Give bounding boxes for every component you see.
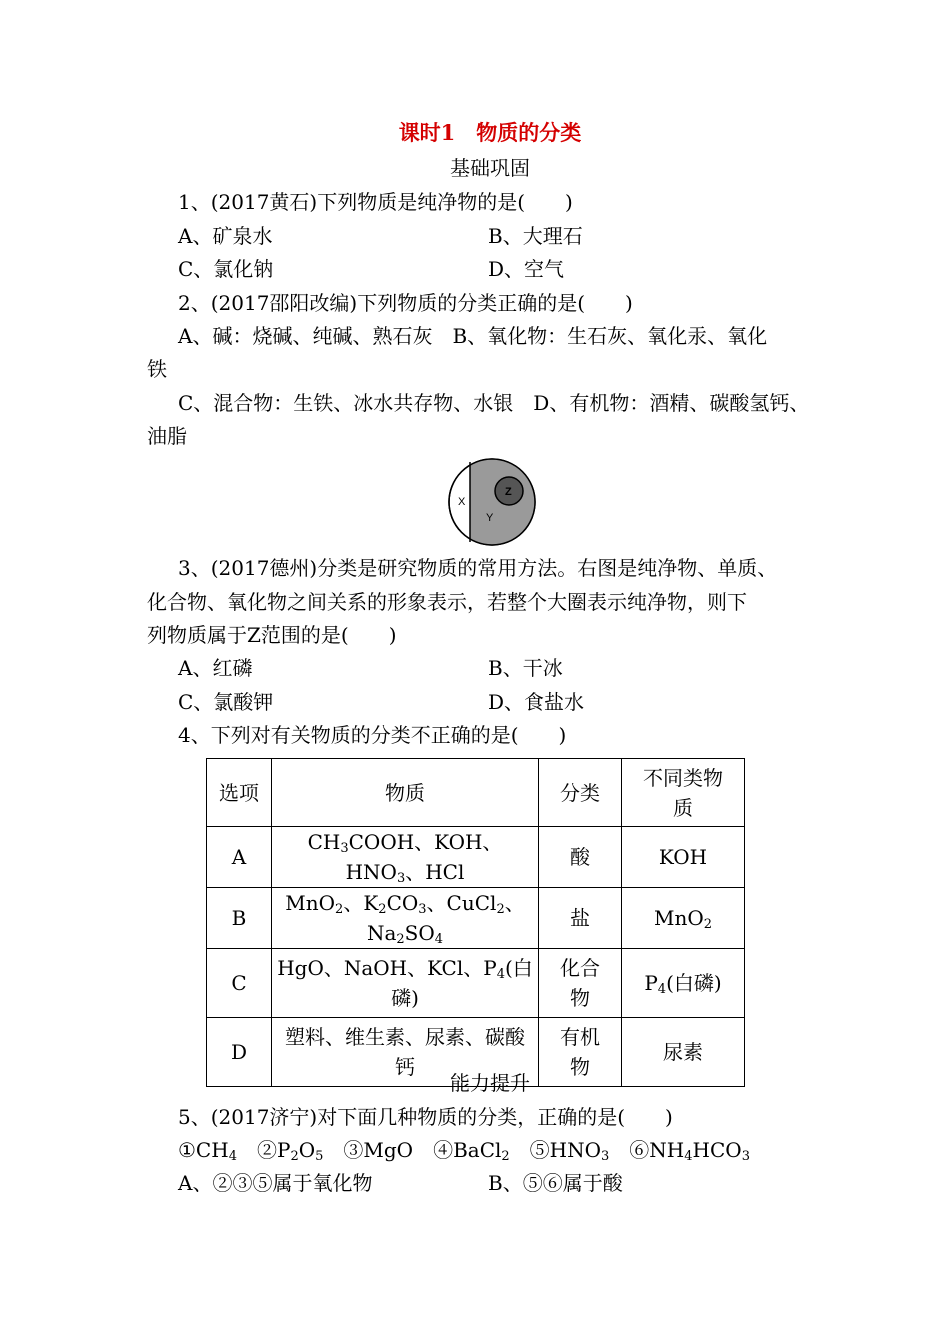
label-y: Y xyxy=(486,512,494,524)
table-row xyxy=(207,827,745,888)
q4-stem: 4、下列对有关物质的分类不正确的是( ) xyxy=(178,723,567,747)
row-a-option: A xyxy=(207,827,272,888)
row-a-category: 酸 xyxy=(539,827,622,888)
header-category: 分类 xyxy=(539,759,622,827)
section-heading-basic: 基础巩固 xyxy=(450,156,530,180)
q5-option-b: B、⑤⑥属于酸 xyxy=(488,1171,623,1195)
q3-option-d: D、食盐水 xyxy=(488,690,585,714)
q3-option-a: A、红磷 xyxy=(178,656,253,680)
label-z: Z xyxy=(505,486,512,498)
row-a-substance: $CH_3COOH$、KOH、$HNO_3$、HCl xyxy=(272,827,539,888)
q5-stem: 5、(2017济宁)对下面几种物质的分类，正确的是( ) xyxy=(178,1105,673,1129)
table-row xyxy=(207,949,745,1018)
row-c-category: 化合 物 xyxy=(539,949,622,1018)
row-d-category: 有机 物 xyxy=(539,1018,622,1087)
row-d-substance: 塑料、维生素、尿素、碳酸 钙 xyxy=(272,1018,539,1087)
q2-options-ab-cont: 铁 xyxy=(147,357,167,381)
q3-option-c: C、氯酸钾 xyxy=(178,690,274,714)
q5-option-a: A、②③⑤属于氧化物 xyxy=(178,1171,373,1195)
row-a-different: KOH xyxy=(622,827,745,888)
header-different: 不同类物 质 xyxy=(622,759,745,827)
q3-option-b: B、干冰 xyxy=(488,656,563,680)
q2-options-ab: A、碱：烧碱、纯碱、熟石灰 B、氧化物：生石灰、氧化汞、氧化 xyxy=(178,324,768,348)
q1-stem: 1、(2017黄石)下列物质是纯净物的是( ) xyxy=(178,190,573,214)
q4-table xyxy=(206,758,745,1087)
q3-stem-line3: 列物质属于Z范围的是( ) xyxy=(147,623,397,647)
section-heading-advanced: 能力提升 xyxy=(450,1071,530,1095)
row-b-option: B xyxy=(207,888,272,949)
row-d-option: D xyxy=(207,1018,272,1087)
table-row xyxy=(207,888,745,949)
q5-substance-list: $①CH_4$ $②P_2O_5$ ③MgO ④BaCl$_2$ $⑤HNO_3$ $⑥NH_4HCO_3$ xyxy=(178,1138,750,1164)
table-header-row xyxy=(207,759,745,827)
row-c-different: $P_4$(白磷) xyxy=(622,949,745,1018)
header-substance: 物质 xyxy=(272,759,539,827)
q1-option-a: A、矿泉水 xyxy=(178,224,273,248)
row-d-different: 尿素 xyxy=(622,1018,745,1087)
q1-option-b: B、大理石 xyxy=(488,224,583,248)
header-option: 选项 xyxy=(207,759,272,827)
row-c-option: C xyxy=(207,949,272,1018)
lesson-title: 课时1 物质的分类 xyxy=(398,120,582,145)
row-b-substance: MnO$_2$、$K_2CO_3$、CuCl$_2$、$Na_2SO_4$ xyxy=(272,888,539,949)
label-x: X xyxy=(458,496,466,508)
q3-stem-line1: 3、(2017德州)分类是研究物质的常用方法。右图是纯净物、单质、 xyxy=(178,556,778,580)
q2-options-cd-cont: 油脂 xyxy=(147,424,187,448)
classification-diagram xyxy=(446,456,538,548)
row-c-substance: HgO、NaOH、KCl、$P_4$(白磷) xyxy=(272,949,539,1018)
q1-option-d: D、空气 xyxy=(488,257,565,281)
q2-options-cd: C、混合物：生铁、冰水共存物、水银 D、有机物：酒精、碳酸氢钙、 xyxy=(178,391,810,415)
row-b-different: MnO$_2$ xyxy=(622,888,745,949)
row-b-category: 盐 xyxy=(539,888,622,949)
q2-stem: 2、(2017邵阳改编)下列物质的分类正确的是( ) xyxy=(178,291,633,315)
q1-option-c: C、氯化钠 xyxy=(178,257,274,281)
q3-stem-line2: 化合物、氧化物之间关系的形象表示，若整个大圈表示纯净物，则下 xyxy=(147,590,747,614)
